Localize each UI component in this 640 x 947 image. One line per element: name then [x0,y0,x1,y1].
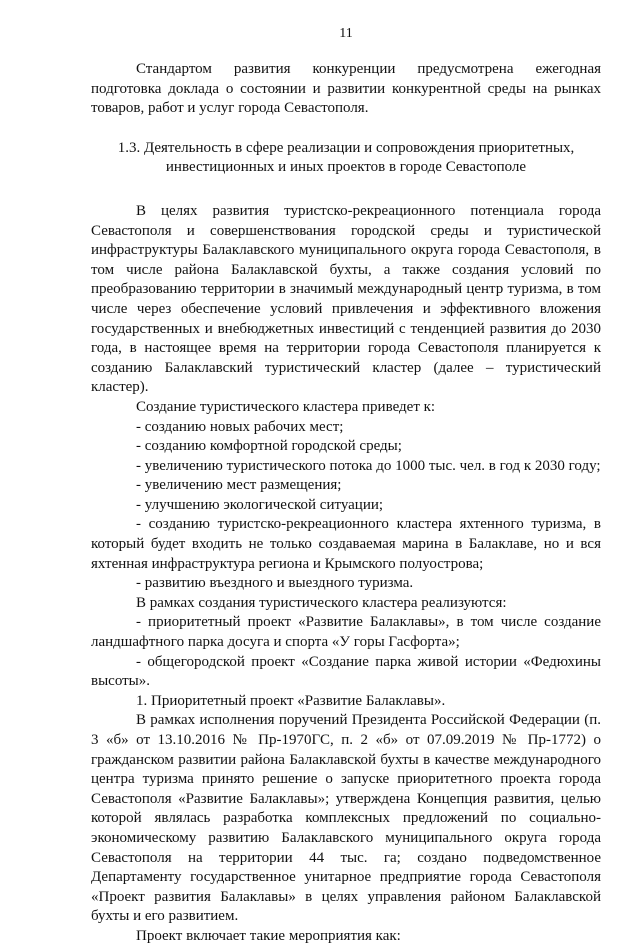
spacer [91,46,601,60]
intro-paragraph: Стандартом развития конкуренции предусмотрена ежегодная подготовка доклада о состоянии и развитии конкурентной среды на рынках товаров, работ и услуг города Севастополя. [91,61,601,117]
list-item: - развитию въездного и выездного туризма. [136,575,414,592]
list-item: - созданию туристско-рекреационного кластера яхтенного туризма, в который будет входить не только создаваемая марина в Балаклаве, но и вся яхтенная инфраструктура региона и Крымского полуострова; [91,516,601,572]
outcomes-list [91,418,601,594]
paragraph-priority-project-title: 1. Приоритетный проект «Развитие Балаклавы». [136,692,446,709]
paragraph-cluster-outcomes-intro: Создание туристического кластера приведет к: [136,398,436,415]
list-item: - созданию комфортной городской среды; [136,438,402,455]
list-item: - приоритетный проект «Развитие Балаклавы», в том числе создание ландшафтного парка досуга и спорта «У горы Гасфорта»; [91,614,601,651]
paragraph-presidential-orders: В рамках исполнения поручений Президента Российской Федерации (п. 3 «б» от 13.10.2016 № Пр-1970ГС, п. 2 «б» от 07.09.2019 № Пр-1772) о гражданском развитии района Балаклавской бухты в качестве международного центра туризма принято решение о запуске приоритетного проекта города Севастополя «Развитие Балаклавы»; утверждена Концепция развития, целью которой являлась разработка комплексных предложений по социально-экономическому развитию Балаклавского муниципального округа города Севастополя на территории 44 тыс. га; создано подведомственное Департаменту государственное унитарное предприятие города Севастополя «Проект развития Балаклавы» в целях управления районом Балаклавской бухты и его развитием. [91,712,601,925]
list-item: - увеличению мест размещения; [136,477,342,494]
list-item: - улучшению экологической ситуации; [136,496,384,513]
projects-list [91,613,601,691]
page-number: 11 [339,26,353,41]
spacer [91,178,601,202]
section-heading-line-1: 1.3. Деятельность в сфере реализации и сопровождения приоритетных, [117,139,575,156]
paragraph-cluster-goal: В целях развития туристско-рекреационного потенциала города Севастополя и совершенствования городской среды и туристической инфраструктуры Балаклавского муниципального округа города Севастополя, в том числе района Балаклавской бухты, а также создания условий по преобразованию территории в значимый международный центр туризма, в том числе через обеспечение условий привлечения и эффективного вложения государственных и внебюджетных инвестиций с тенденцией развития до 2030 года, в настоящее время на территории города Севастополя планируется к созданию Балаклавский туристический кластер (далее – туристический кластер). [91,202,601,396]
paragraph-projects-intro: В рамках создания туристического кластера реализуются: [136,594,507,611]
spacer [91,119,601,139]
list-item: - увеличению туристического потока до 1000 тыс. чел. в год к 2030 году; [136,457,601,474]
paragraph-project-activities-intro: Проект включает такие мероприятия как: [136,927,401,944]
list-item: - созданию новых рабочих мест; [136,418,344,435]
section-heading-line-2: инвестиционных и иных проектов в городе Севастополе [165,159,527,176]
list-item: - общегородской проект «Создание парка живой истории «Федюхины высоты». [91,653,601,690]
